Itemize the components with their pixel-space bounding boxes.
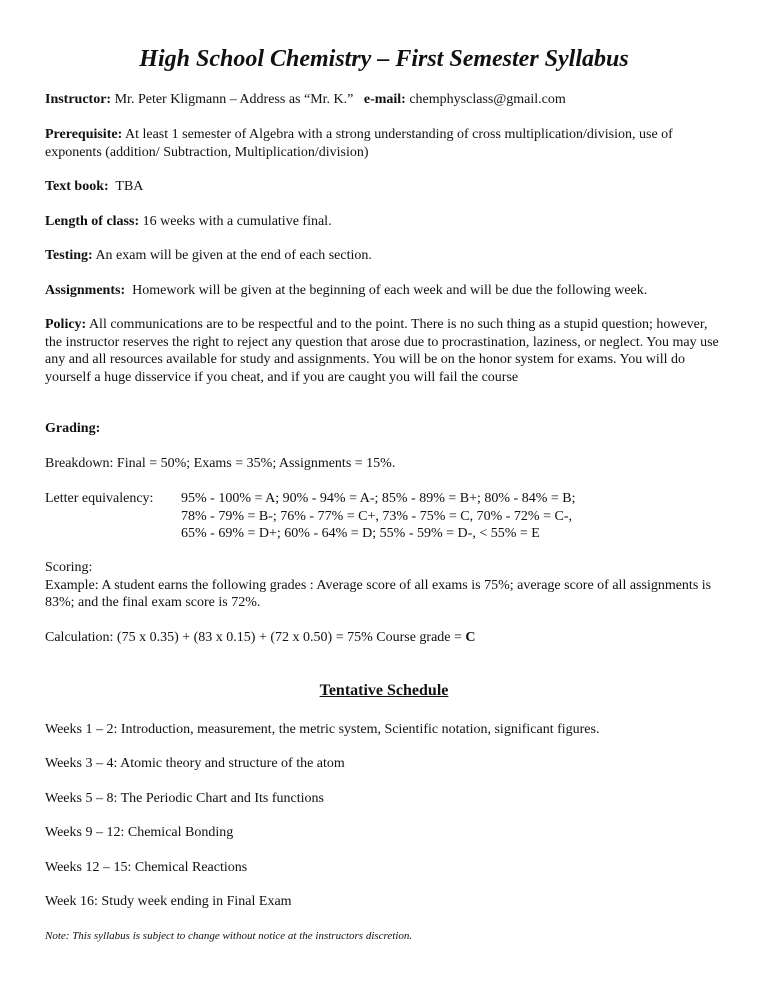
policy-paragraph: [45, 316, 725, 386]
instructor-line: [45, 91, 725, 109]
schedule-item: Weeks 12 – 15: Chemical Reactions: [45, 860, 248, 875]
textbook-line: [45, 178, 725, 196]
email-address: chemphysclass@gmail.com: [405, 92, 566, 107]
testing-text: An exam will be given at the end of each section.: [92, 248, 372, 263]
scoring-label: Scoring:: [45, 560, 93, 575]
textbook-label: Text book:: [45, 179, 109, 194]
course-grade: C: [465, 630, 476, 645]
schedule-item: Week 16: Study week ending in Final Exam: [45, 894, 292, 909]
page-title: High School Chemistry – First Semester Syllabus: [139, 46, 629, 72]
length-label: Length of class:: [45, 214, 140, 229]
scoring-example: Example: A student earns the following grades : Average score of all exams is 75%; average score of all assignments is 83%; and the final exam score is 72%.: [45, 577, 712, 610]
schedule-item: Weeks 3 – 4: Atomic theory and structure of the atom: [45, 756, 345, 771]
schedule-item: Weeks 5 – 8: The Periodic Chart and Its functions: [45, 791, 324, 806]
testing-label: Testing:: [45, 248, 93, 263]
grade-line-2: 78% - 79% = B-; 76% - 77% = C+, 73% - 75% = C, 70% - 72% = C-,: [181, 508, 572, 524]
email-label: e-mail:: [363, 92, 406, 107]
schedule-item: Weeks 1 – 2: Introduction, measurement, the metric system, Scientific notation, significant figures.: [45, 722, 600, 737]
grading-heading-text: Grading:: [45, 421, 101, 436]
assignments-text: Homework will be given at the beginning of each week and will be due the following week.: [125, 283, 648, 298]
assignments-label: Assignments:: [45, 283, 126, 298]
grade-line-1: 95% - 100% = A; 90% - 94% = A-; 85% - 89% = B+; 80% - 84% = B;: [181, 491, 576, 506]
letter-equivalency-grades: [181, 490, 576, 543]
instructor-label: Instructor:: [45, 92, 112, 107]
prerequisite-label: Prerequisite:: [45, 127, 123, 142]
textbook-text: TBA: [108, 179, 144, 194]
grading-heading: [45, 420, 725, 438]
scoring-section: [45, 559, 725, 612]
prerequisite-paragraph: [45, 126, 725, 161]
disclaimer-note: Note: This syllabus is subject to change without notice at the instructors discretion.: [45, 930, 413, 942]
calculation-text: Calculation: (75 x 0.35) + (83 x 0.15) + (72 x 0.50) = 75% Course grade =: [45, 630, 466, 645]
calculation-line: [45, 629, 725, 647]
testing-line: [45, 247, 725, 265]
schedule-item: Weeks 9 – 12: Chemical Bonding: [45, 825, 234, 840]
letter-equivalency: [45, 490, 725, 544]
grade-line-3: 65% - 69% = D+; 60% - 64% = D; 55% - 59% = D-, < 55% = E: [181, 526, 540, 541]
length-text: 16 weeks with a cumulative final.: [139, 214, 332, 229]
instructor-text: Mr. Peter Kligmann – Address as “Mr. K.”: [111, 92, 364, 107]
policy-text: All communications are to be respectful and to the point. There is no such thing as a stupid question; however, the instructor reserves the right to reject any question that arose due to procrastination, laziness, or neglect. You may use any and all resources available for study and assignments. You will be on the honor system for exams. You will do yourself a huge disservice if you cheat, and if you are caught you will fail the course: [45, 317, 719, 385]
length-line: [45, 213, 725, 231]
schedule-heading: Tentative Schedule: [319, 682, 449, 699]
prerequisite-text: At least 1 semester of Algebra with a strong understanding of cross multiplication/division, use of exponents (addition/ Subtraction, Multiplication/division): [45, 127, 673, 160]
grading-breakdown: Breakdown: Final = 50%; Exams = 35%; Assignments = 15%.: [45, 456, 396, 471]
letter-equivalency-label: Letter equivalency:: [45, 491, 154, 506]
policy-label: Policy:: [45, 317, 87, 332]
assignments-line: [45, 282, 725, 300]
